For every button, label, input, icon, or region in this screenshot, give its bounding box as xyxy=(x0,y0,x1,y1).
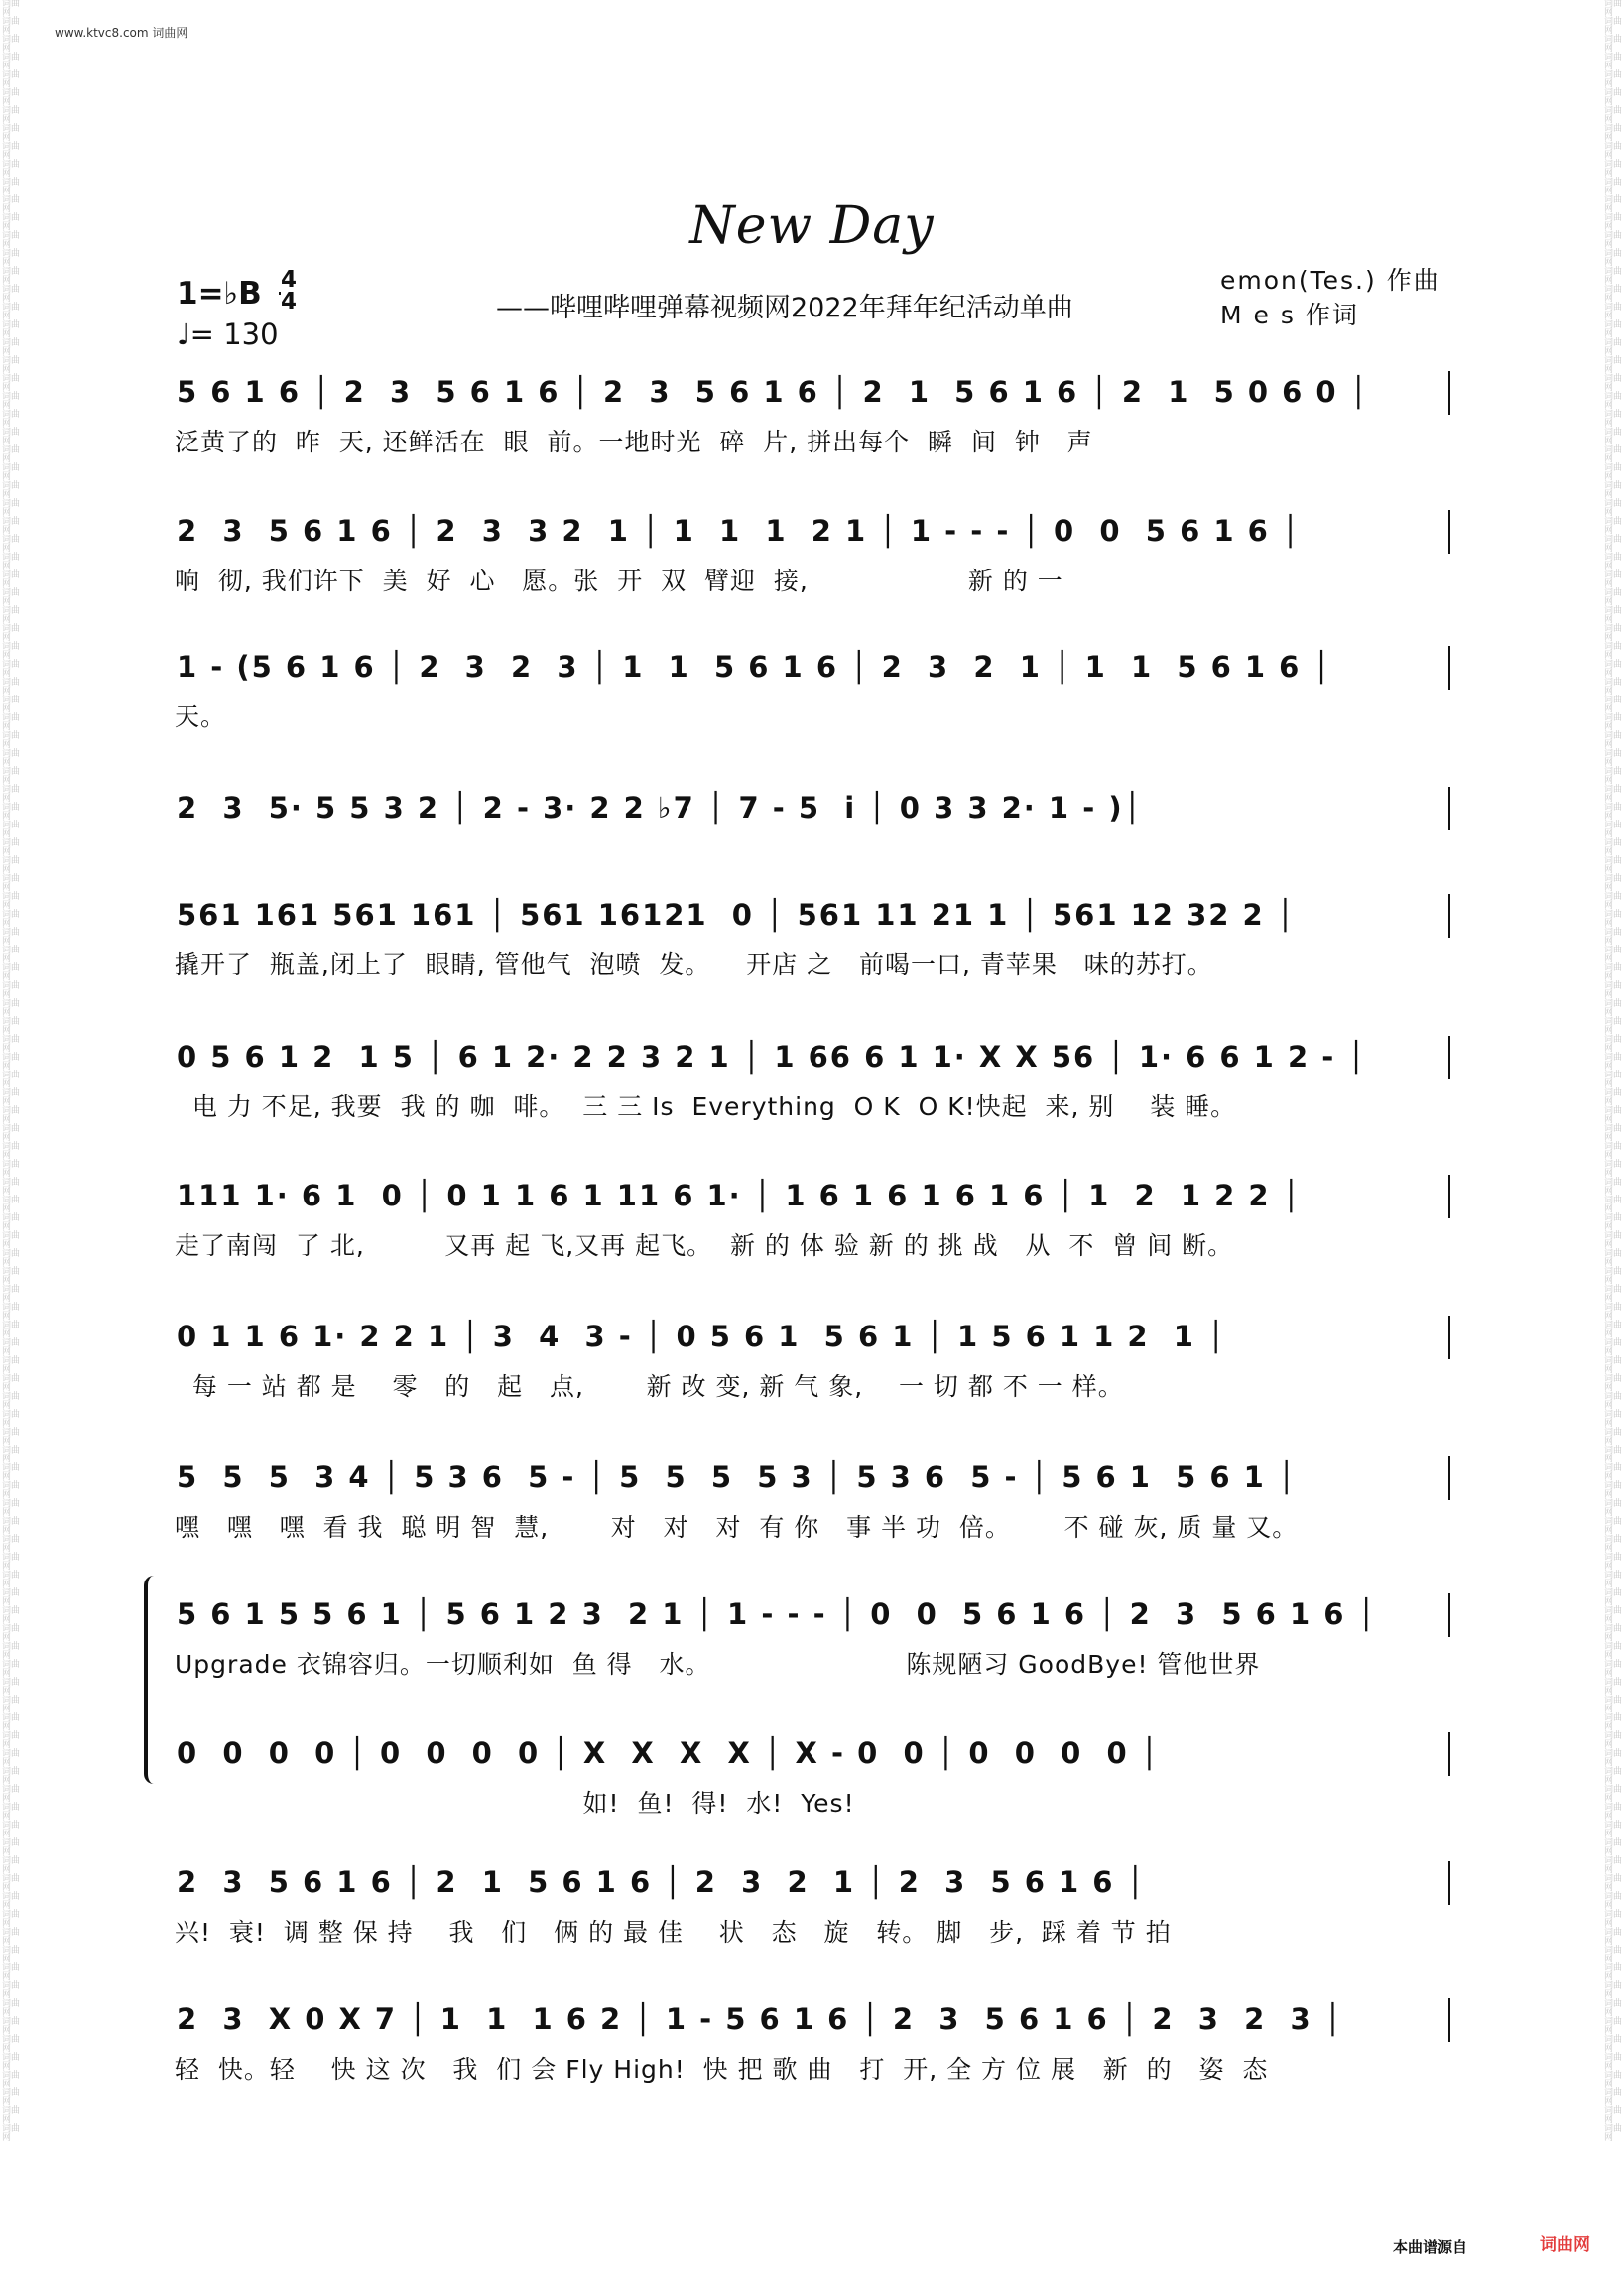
site-watermark: www.ktvc8.com 词曲网 xyxy=(55,26,188,40)
notation-row: 1 - (5 6 1 6 │ 2 3 2 3 │ 1 1 5 6 1 6 │ 2 3 2 1 │ 1 1 5 6 1 6 │ xyxy=(177,650,1332,684)
notation-row: 561 161 561 161 │ 561 16121 0 │ 561 11 21 1 │ 561 12 32 2 │ xyxy=(177,898,1297,932)
end-barline xyxy=(1448,894,1450,938)
key-label: 1=♭B xyxy=(177,276,262,312)
end-barline xyxy=(1448,1732,1450,1776)
lyric-row: 天。 xyxy=(175,702,227,731)
notation-row: 5 6 1 6 │ 2 3 5 6 1 6 │ 2 3 5 6 1 6 │ 2 1 5 6 1 6 │ 2 1 5 0 6 0 │ xyxy=(177,375,1370,409)
lyric-row: 走了南闯 了 北, 又再 起 飞,又再 起飞。 新 的 体 验 新 的 挑 战 从 不 曾 间 断。 xyxy=(175,1231,1234,1260)
notation-row: 5 5 5 3 4 │ 5 3 6 5 - │ 5 5 5 5 3 │ 5 3 6 5 - │ 5 6 1 5 6 1 │ xyxy=(177,1460,1298,1494)
notation-row: 0 1 1 6 1· 2 2 1 │ 3 4 3 - │ 0 5 6 1 5 6 1 │ 1 5 6 1 1 2 1 │ xyxy=(177,1320,1227,1353)
notation-row: 111 1· 6 1 0 │ 0 1 1 6 1 11 6 1· │ 1 6 1 6 1 6 1 6 │ 1 2 1 2 2 │ xyxy=(177,1179,1303,1212)
lyric-row: 撬开了 瓶盖,闭上了 眼睛, 管他气 泡喷 发。 开店 之 前喝一口, 青苹果 味的苏打。 xyxy=(175,950,1213,979)
end-barline xyxy=(1448,1861,1450,1905)
key-signature xyxy=(177,267,297,315)
lyric-row: 泛黄了的 昨 天, 还鲜活在 眼 前。一地时光 碎 片, 拼出每个 瞬 间 钟 声 xyxy=(175,428,1093,456)
lyric-row: 如! 鱼! 得! 水! Yes! xyxy=(175,1789,855,1818)
end-barline xyxy=(1448,1456,1450,1500)
end-barline xyxy=(1448,1036,1450,1079)
tempo-marking: ♩= 130 xyxy=(177,317,279,351)
notation-row: 2 3 5 6 1 6 │ 2 1 5 6 1 6 │ 2 3 2 1 │ 2 3 5 6 1 6 │ xyxy=(177,1865,1147,1899)
end-barline xyxy=(1448,1998,1450,2042)
notation-row: 2 3 5· 5 5 3 2 │ 2 - 3· 2 2 ♭7 │ 7 - 5 i │ 0 3 3 2· 1 - )│ xyxy=(177,791,1144,824)
end-barline xyxy=(1448,510,1450,554)
end-barline xyxy=(1448,787,1450,830)
right-watermark-strip: 词曲网 词曲网 词曲网 词曲网 词曲网 词曲网 词曲网 词曲网 词曲网 词曲网 词曲网 词曲网 词曲网 词曲网 词曲网 词曲网 词曲网 词曲网 词曲网 词曲网 词曲网 词曲网 词曲网 词曲网 词曲网 词曲网 词曲网 词曲网 词曲网 词曲网 词曲网 词曲网 词曲网 词曲网 词曲网 词曲网 词曲网 词曲网 词曲网 词曲网 词曲网 词曲网 词曲网 词曲网 词曲网 词曲网 词曲网 词曲网 词曲网 词曲网 词曲网 词曲网 词曲网 词曲网 词曲网 词曲网 词曲网 词曲网 词曲网 词曲网 词曲网 词曲网 词曲网 词曲网 词曲网 词曲网 词曲网 词曲网 词曲网 词曲网 词曲网 词曲网 词曲网 词曲网 词曲网 词曲网 词曲网 词曲网 词曲网 词曲网 词曲网 词曲网 词曲网 词曲网 词曲网 词曲网 词曲网 词曲网 词曲网 词曲网 词曲网 词曲网 词曲网 词曲网 词曲网 词曲网 词曲网 词曲网 词曲网 词曲网 词曲网 词曲网 词曲网 词曲网 词曲网 词曲网 词曲网 词曲网 词曲网 词曲网 词曲网 词曲网 词曲网 词曲网 词曲网 词曲网 词曲网 词曲网 词曲网 词曲网 xyxy=(1604,0,1622,2143)
composer-credit: emon(Tes.) 作曲 xyxy=(1220,266,1440,295)
time-sig-bottom: 4 xyxy=(280,289,297,315)
time-signature xyxy=(279,269,299,313)
footer-brand: 词曲网 xyxy=(1540,2235,1590,2255)
lyric-row: 轻 快。轻 快 这 次 我 们 会 Fly High! 快 把 歌 曲 打 开, 全 方 位 展 新 的 姿 态 xyxy=(175,2055,1269,2084)
lyric-row: 电 力 不足, 我要 我 的 咖 啡。 三 三 Is Everything O K O K!快起 来, 别 装 睡。 xyxy=(175,1092,1237,1121)
end-barline xyxy=(1448,646,1450,690)
end-barline xyxy=(1448,1175,1450,1218)
system-bracket xyxy=(144,1576,162,1784)
end-barline xyxy=(1448,1316,1450,1359)
notation-row: 0 5 6 1 2 1 5 │ 6 1 2· 2 2 3 2 1 │ 1 66 6 1 1· X X 56 │ 1· 6 6 1 2 - │ xyxy=(177,1040,1367,1074)
notation-row: 2 3 X 0 X 7 │ 1 1 1 6 2 │ 1 - 5 6 1 6 │ 2 3 5 6 1 6 │ 2 3 2 3 │ xyxy=(177,2002,1344,2036)
notation-row: 2 3 5 6 1 6 │ 2 3 3 2 1 │ 1 1 1 2 1 │ 1 - - - │ 0 0 5 6 1 6 │ xyxy=(177,514,1302,548)
song-subtitle: ——哔哩哔哩弹幕视频网2022年拜年纪活动单曲 xyxy=(496,293,1073,323)
lyric-row: 兴! 衰! 调 整 保 持 我 们 俩 的 最 佳 状 态 旋 转。 脚 步, 踩 着 节 拍 xyxy=(175,1918,1172,1947)
end-barline xyxy=(1448,1593,1450,1637)
lyric-row: 每 一 站 都 是 零 的 起 点, 新 改 变, 新 气 象, 一 切 都 不 一 样。 xyxy=(175,1372,1124,1401)
lyricist-credit: M e s 作词 xyxy=(1220,301,1359,329)
end-barline xyxy=(1448,371,1450,415)
notation-row: 5 6 1 5 5 6 1 │ 5 6 1 2 3 2 1 │ 1 - - - │ 0 0 5 6 1 6 │ 2 3 5 6 1 6 │ xyxy=(177,1597,1377,1631)
footer-source: 本曲谱源自 xyxy=(1393,2238,1468,2256)
notation-row: 0 0 0 0 │ 0 0 0 0 │ X X X X │ X - 0 0 │ 0 0 0 0 │ xyxy=(177,1736,1161,1770)
lyric-row: Upgrade 衣锦容归。一切顺利如 鱼 得 水。 陈规陋习 GoodBye! 管他世界 xyxy=(175,1650,1261,1679)
left-watermark-strip: 词曲网 词曲网 词曲网 词曲网 词曲网 词曲网 词曲网 词曲网 词曲网 词曲网 词曲网 词曲网 词曲网 词曲网 词曲网 词曲网 词曲网 词曲网 词曲网 词曲网 词曲网 词曲网 词曲网 词曲网 词曲网 词曲网 词曲网 词曲网 词曲网 词曲网 词曲网 词曲网 词曲网 词曲网 词曲网 词曲网 词曲网 词曲网 词曲网 词曲网 词曲网 词曲网 词曲网 词曲网 词曲网 词曲网 词曲网 词曲网 词曲网 词曲网 词曲网 词曲网 词曲网 词曲网 词曲网 词曲网 词曲网 词曲网 词曲网 词曲网 词曲网 词曲网 词曲网 词曲网 词曲网 词曲网 词曲网 词曲网 词曲网 词曲网 词曲网 词曲网 词曲网 词曲网 词曲网 词曲网 词曲网 词曲网 词曲网 词曲网 词曲网 词曲网 词曲网 词曲网 词曲网 词曲网 词曲网 词曲网 词曲网 词曲网 词曲网 词曲网 词曲网 词曲网 词曲网 词曲网 词曲网 词曲网 词曲网 词曲网 词曲网 词曲网 词曲网 词曲网 词曲网 词曲网 词曲网 词曲网 词曲网 词曲网 词曲网 词曲网 词曲网 词曲网 词曲网 词曲网 词曲网 词曲网 词曲网 词曲网 xyxy=(2,0,20,2143)
lyric-row: 嘿 嘿 嘿 看 我 聪 明 智 慧, 对 对 对 有 你 事 半 功 倍。 不 碰 灰, 质 量 又。 xyxy=(175,1513,1299,1542)
time-sig-top: 4 xyxy=(280,267,297,293)
song-title: New Day xyxy=(689,196,935,256)
lyric-row: 响 彻, 我们许下 美 好 心 愿。张 开 双 臂迎 接, 新 的 一 xyxy=(175,567,1063,595)
